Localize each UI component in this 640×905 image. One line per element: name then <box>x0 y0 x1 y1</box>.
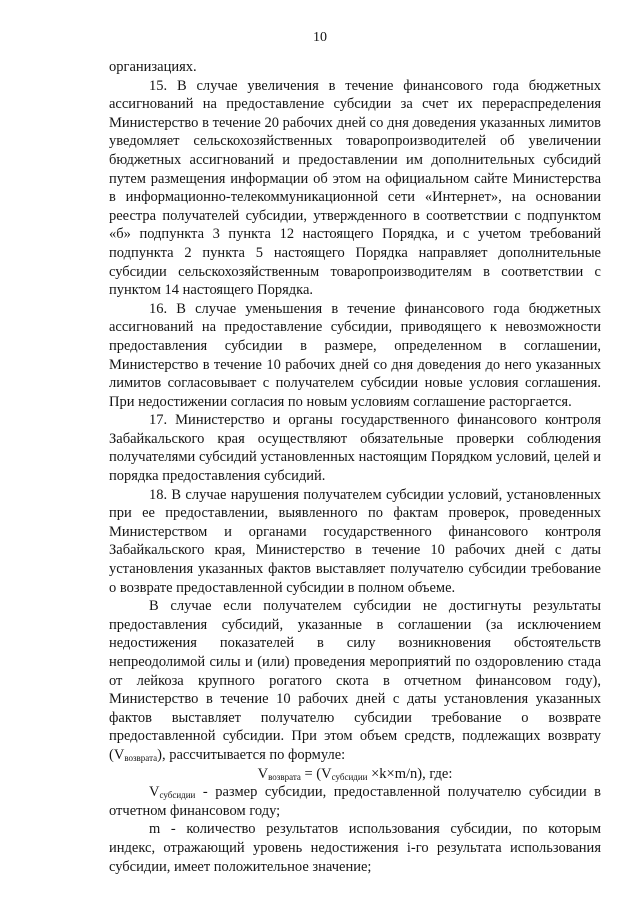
v-return-subscript: возврата <box>124 752 158 763</box>
formula-subsidy-subscript: субсидии <box>331 771 368 782</box>
page-number: 10 <box>313 30 327 45</box>
definition-m: m - количество результатов использования субсидии, по которым индекс, отражающий уровень недостижения i-го результата использования субсидии, имеет положительное значение; <box>109 821 601 875</box>
paragraph-18: 18. В случае нарушения получателем субсидии условий, установленных при ее предоставлении, выявленного по фактам проверок, проведенных Министерством и органами государственного финансового контроля Забайкальского края, Министерство в течение 10 рабочих дней с даты установления указанных фактов выставляет получателю субсидии требование о возврате предоставленной субсидии в полном объеме. <box>109 486 601 596</box>
document-body <box>109 58 601 876</box>
definition-v-subsidy <box>109 783 601 820</box>
paragraph-18-return-tail: ), рассчитывается по формуле: <box>157 746 346 763</box>
paragraph-17: 17. Министерство и органы государственного финансового контроля Забайкальского края осуществляют обязательные проверки соблюдения получателями субсидий установленных настоящим Порядком условий, целей и порядка предоставления субсидий. <box>109 412 601 485</box>
return-formula <box>109 765 601 784</box>
paragraph-continuation: организациях. <box>109 59 197 75</box>
definition-v-symbol: V <box>149 784 160 801</box>
formula-v-subscript: возврата <box>268 771 301 782</box>
paragraph-18-return-text: В случае если получателем субсидии не достигнуты результаты предоставления субсидий, указанные в соглашении (за исключением недостижения показателей в силу возникновения обстоятельств непреодолимой силы и (или) проведения мероприятий по оздоровлению стада от лейкоза крупного рогатого скота в отчетном финансовом году), Министерство в течение 10 рабочих дней с даты установления указанных фактов выставляет получателю субсидии требование о возврате предоставленной субсидии. При этом объем средств, подлежащих возврату (V <box>109 598 601 763</box>
formula-tail: ×k×m/n), где: <box>367 765 453 782</box>
formula-middle: = (V <box>300 765 332 782</box>
definition-v-text: - размер субсидии, предоставленной получателю субсидии в отчетном финансовом году; <box>109 784 601 819</box>
paragraph-16: 16. В случае уменьшения в течение финансового года бюджетных ассигнований на предоставление субсидии, приводящего к невозможности предоставления субсидии в размере, определенном в соглашении, Министерство в течение 10 рабочих дней со дня доведения до него указанных лимитов согласовывает с получателем субсидии новые условия соглашения. При недостижении согласия по новым условиям соглашение расторгается. <box>109 300 601 410</box>
formula-v: V <box>257 765 269 782</box>
definition-v-subscript: субсидии <box>159 790 196 801</box>
paragraph-15: 15. В случае увеличения в течение финансового года бюджетных ассигнований на предоставление субсидии за счет их перераспределения Министерство в течение 20 рабочих дней со дня доведения указанных лимитов уведомляет сельскохозяйственных товаропроизводителей об увеличении бюджетных ассигнований и предоставлении им дополнительных субсидий путем размещения информации об этом на официальном сайте Министерства в информационно-телекоммуникационной сети «Интернет», на основании реестра получателей субсидии, утвержденного в соответствии с подпунктом «б» подпункта 3 пункта 12 настоящего Порядка, и с учетом требований подпункта 2 пункта 5 настоящего Порядка направляет дополнительные субсидии сельскохозяйственным товаропроизводителям в соответствии с пунктом 14 настоящего Порядка. <box>109 77 601 299</box>
paragraph-18-return <box>109 597 601 764</box>
